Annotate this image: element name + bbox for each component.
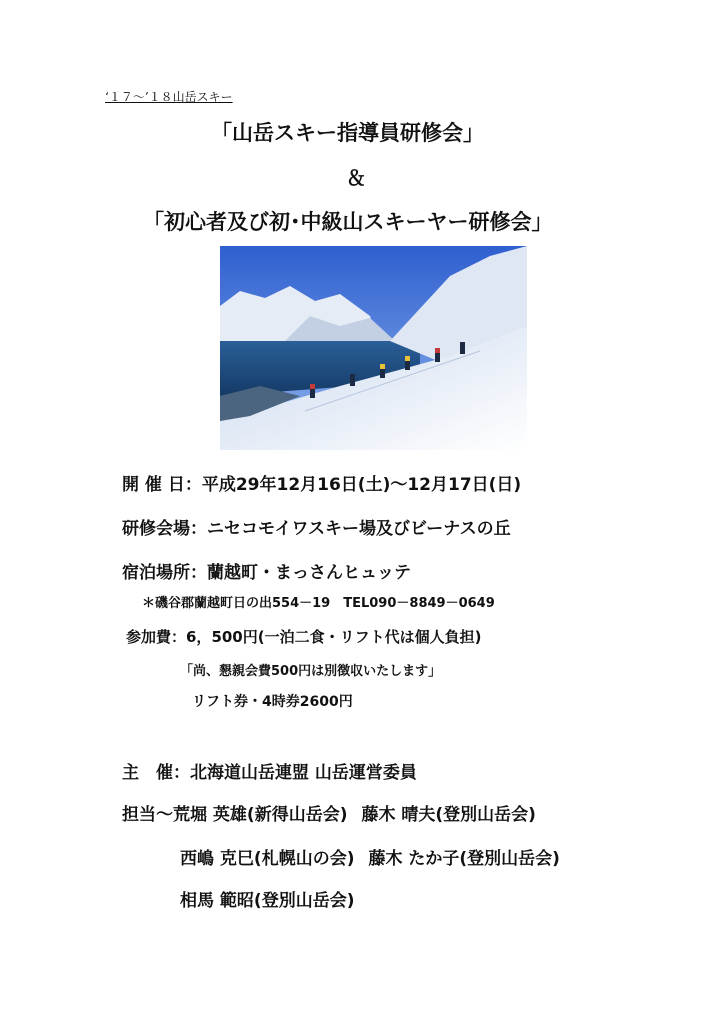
lodging-place: 宿泊場所：蘭越町・まっさんヒュッテ — [122, 563, 411, 583]
ski-touring-illustration — [220, 246, 527, 450]
staff-member: 西嶋 克巳(札幌山の会) — [180, 849, 355, 869]
staff-line-1 — [122, 800, 536, 825]
staff-member: 藤木 晴夫(登別山岳会) — [361, 805, 536, 825]
ampersand: ＆ — [346, 166, 366, 190]
organizer-value: 北海道山岳連盟 山岳運営委員 — [190, 763, 417, 783]
ski-touring-photo — [220, 246, 527, 450]
staff-line-2 — [180, 844, 560, 869]
social-fee-note: 「尚、懇親会費500円は別徴収いたします」 — [180, 664, 442, 679]
staff-member: 藤木 たか子(登別山岳会) — [368, 849, 560, 869]
organizer-line — [122, 758, 417, 783]
event-date: 開 催 日：平成29年12月16日(土)～12月17日(日) — [122, 475, 522, 495]
seminar-venue: 研修会場：ニセコモイワスキー場及びビーナスの丘 — [122, 519, 511, 539]
title-instructor-seminar: 「山岳スキー指導員研修会」 — [211, 121, 484, 145]
participation-fee: 参加費：6，500円(一泊二食・リフト代は個人負担) — [126, 628, 482, 646]
lift-ticket-price: リフト券・4時券2600円 — [192, 694, 353, 710]
staff-member: 相馬 範昭(登別山岳会) — [180, 891, 355, 911]
header-note: ‘１７～’１８山岳スキー — [105, 90, 233, 104]
staff-label: 担当～ — [122, 805, 173, 825]
title-beginner-seminar: 「初心者及び初･中級山スキーヤー研修会」 — [143, 210, 553, 234]
staff-member: 荒堀 英雄(新得山岳会) — [173, 805, 348, 825]
staff-line-3 — [180, 886, 354, 911]
lodging-address: ＊磯谷郡蘭越町日の出554－19 TEL090－8849－0649 — [142, 596, 495, 611]
organizer-label: 主 催： — [122, 763, 190, 783]
